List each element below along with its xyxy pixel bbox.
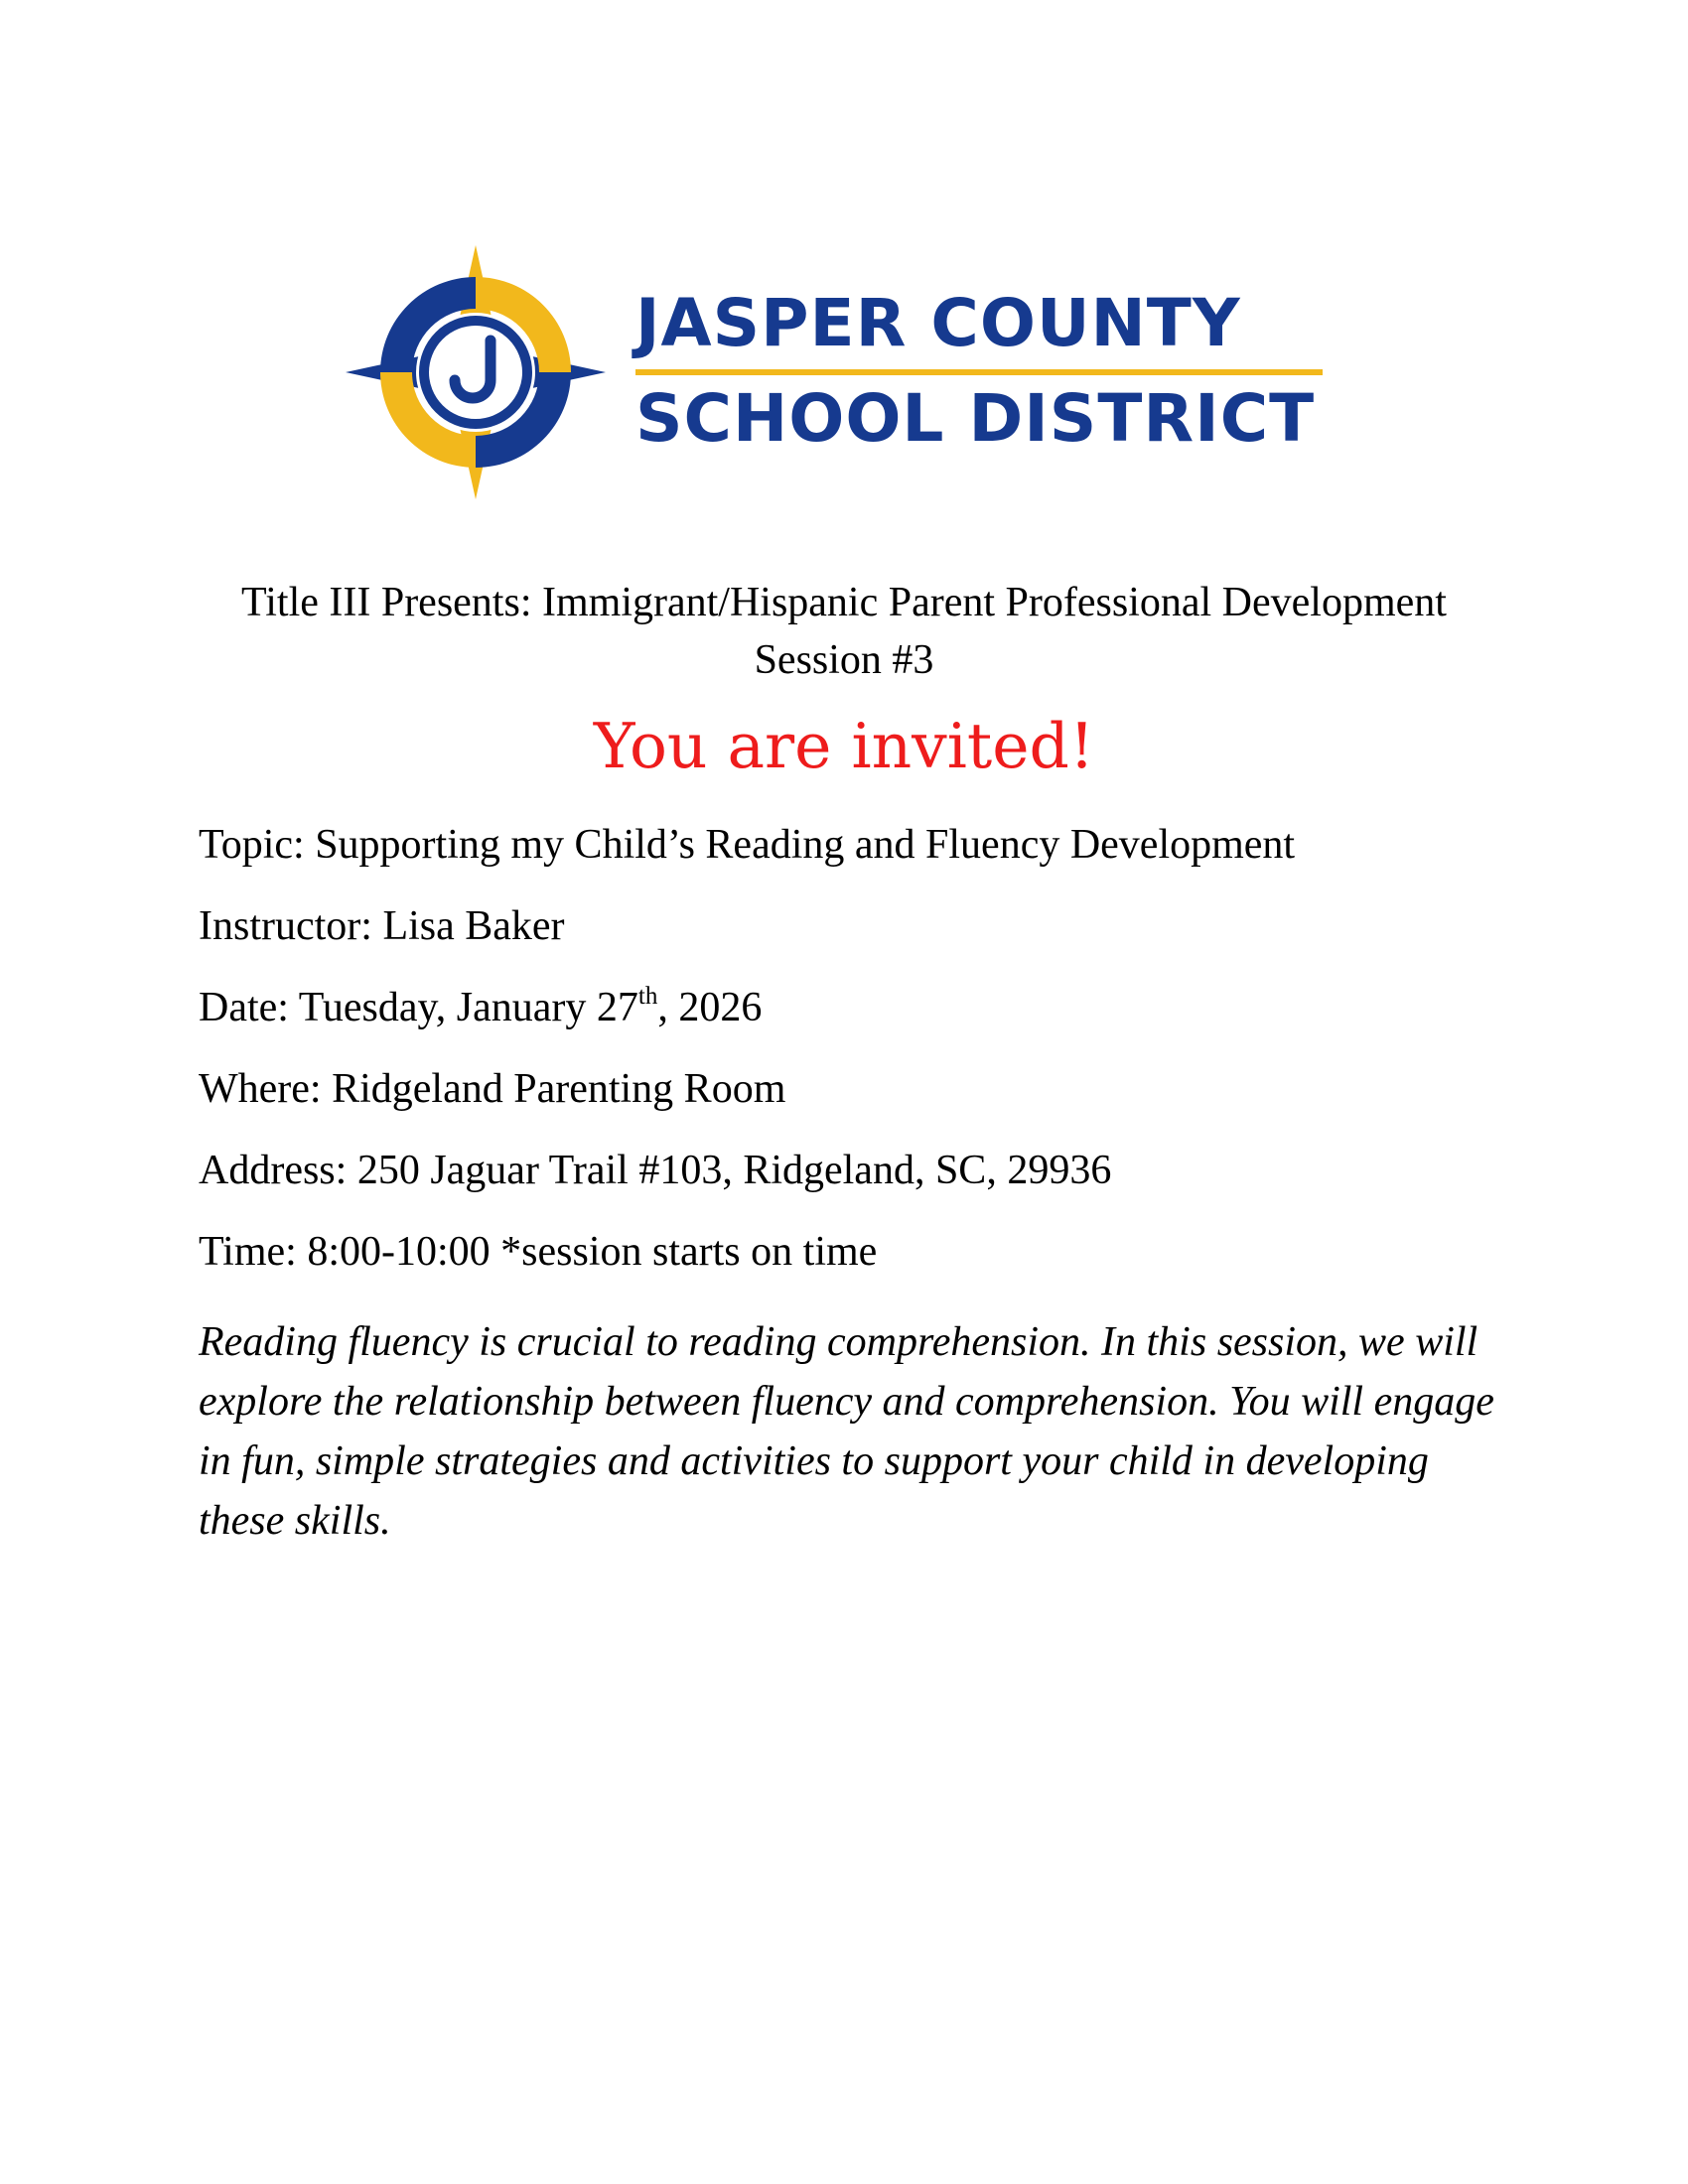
event-details xyxy=(199,816,1509,1304)
date-line xyxy=(199,979,1509,1060)
heading-line-2: Session #3 xyxy=(754,637,934,683)
invitation-banner: You are invited! xyxy=(593,710,1095,782)
logo-line-1: JASPER COUNTY xyxy=(635,285,1241,361)
location-line: Where: Ridgeland Parenting Room xyxy=(199,1066,786,1112)
logo-gold-rule xyxy=(635,369,1323,375)
district-logo xyxy=(346,243,1319,501)
logo-line-2: SCHOOL DISTRICT xyxy=(635,380,1316,457)
date-text: Date: Tuesday, January 27 xyxy=(199,985,638,1030)
compass-star-logo-icon xyxy=(346,243,606,501)
date-year: , 2026 xyxy=(657,985,763,1030)
instructor-line: Instructor: Lisa Baker xyxy=(199,903,565,949)
heading-line-1: Title III Presents: Immigrant/Hispanic Parent Professional Development xyxy=(241,580,1447,625)
session-description: Reading fluency is crucial to reading comprehension. In this session, we will explore the relationship between fluency and comprehension. You will engage in fun, simple strategies and activities to support your child in developing these skills. xyxy=(199,1319,1494,1544)
logo-wordmark xyxy=(635,243,1331,501)
topic-line: Topic: Supporting my Child’s Reading and Fluency Development xyxy=(199,822,1296,868)
event-heading xyxy=(149,574,1539,689)
address-line: Address: 250 Jaguar Trail #103, Ridgeland, SC, 29936 xyxy=(199,1148,1112,1193)
date-ordinal: th xyxy=(637,983,658,1010)
time-line: Time: 8:00-10:00 *session starts on time xyxy=(199,1229,878,1275)
